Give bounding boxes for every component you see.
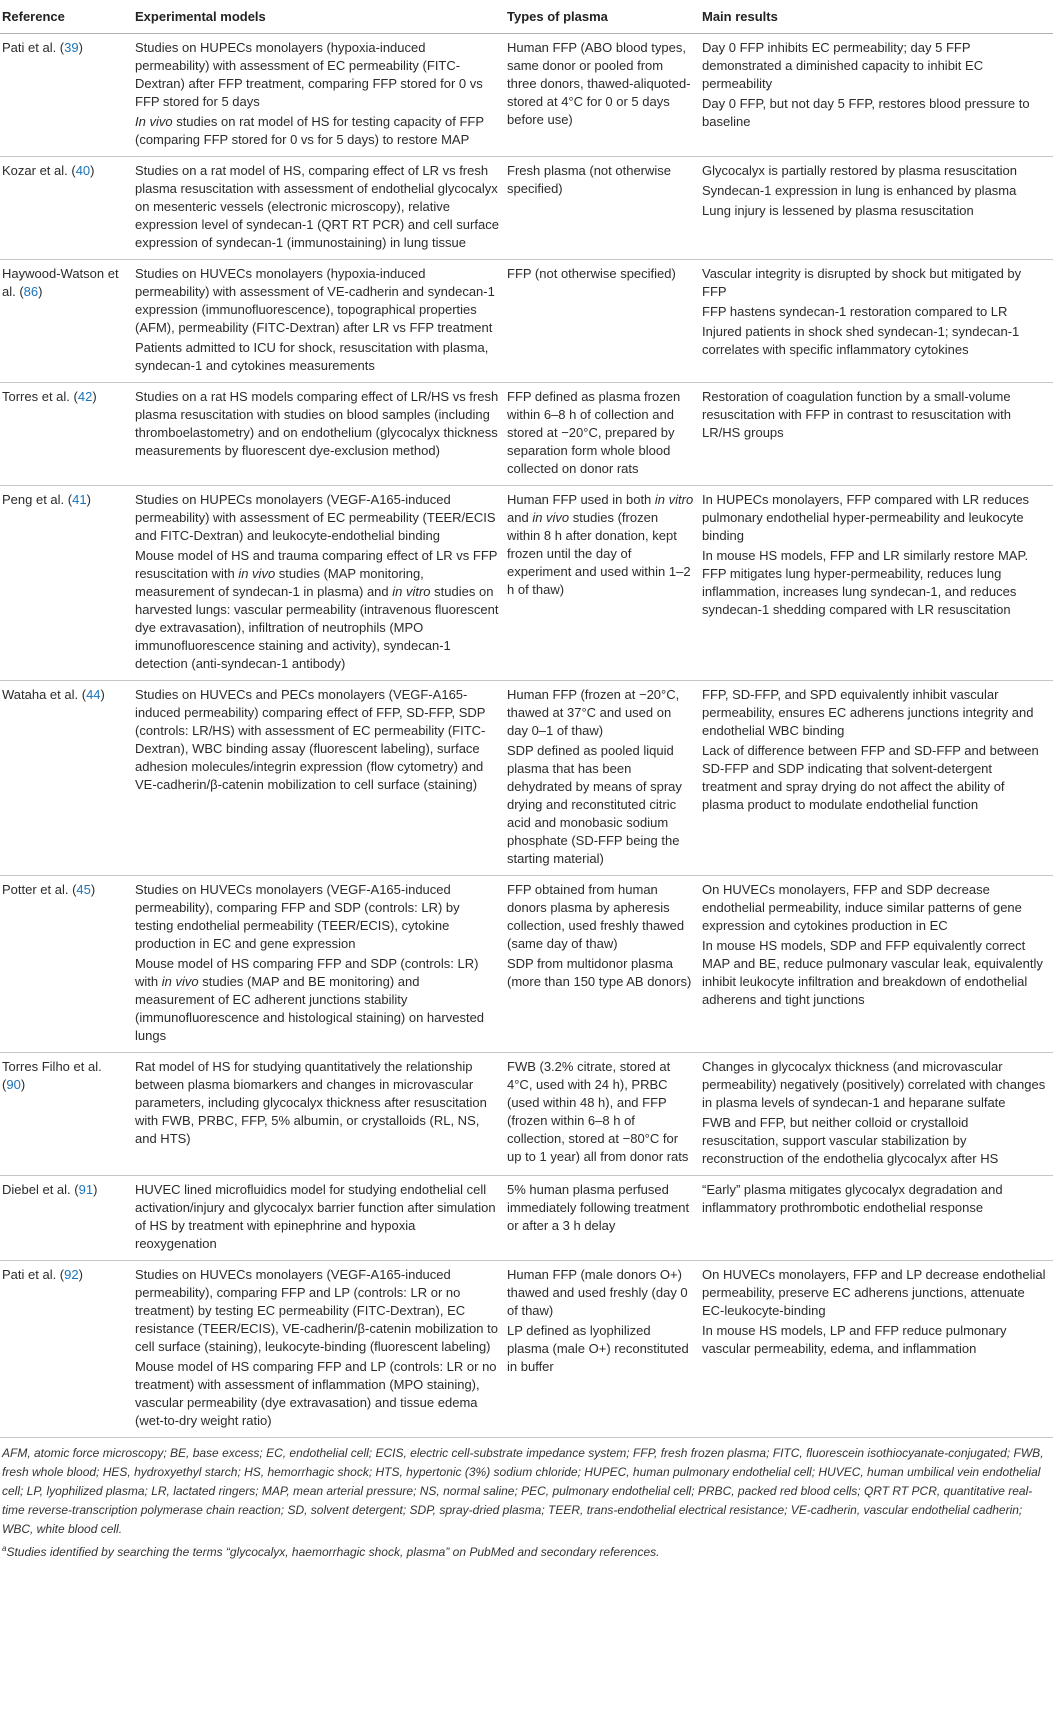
plasma-paragraph: Fresh plasma (not otherwise specified) xyxy=(507,163,672,196)
model-paragraph: Patients admitted to ICU for shock, resuscitation with plasma, syndecan-1 and cytokines measurements xyxy=(135,340,489,373)
model-paragraph: Studies on HUVECs monolayers (VEGF-A165-induced permeability), comparing FFP and SDP (controls: LR) by testing endothelial permeability (TEER/ECIS), cytokine production in EC and gene expression xyxy=(135,882,460,951)
plasma-types-cell xyxy=(505,1176,700,1261)
reference-close-paren: ) xyxy=(90,163,95,178)
header-types-of-plasma: Types of plasma xyxy=(505,0,700,34)
table-row xyxy=(0,876,1053,1053)
plasma-types-cell xyxy=(505,1261,700,1438)
citation-link[interactable]: 41 xyxy=(72,492,87,507)
table-row xyxy=(0,383,1053,486)
reference-cell xyxy=(0,383,133,486)
result-paragraph: In HUPECs monolayers, FFP compared with LR reduces pulmonary endothelial hyper-permeability and leukocyte binding xyxy=(702,492,1030,543)
reference-close-paren: ) xyxy=(92,389,97,404)
experimental-models-cell xyxy=(133,876,505,1053)
plasma-types-cell xyxy=(505,157,700,260)
reference-cell xyxy=(0,486,133,681)
reference-cell xyxy=(0,1176,133,1261)
reference-authors: Wataha et al. ( xyxy=(2,687,87,702)
reference-authors: Pati et al. ( xyxy=(2,1267,65,1282)
reference-close-paren: ) xyxy=(78,1267,83,1282)
reference-close-paren: ) xyxy=(38,284,43,299)
table-body xyxy=(0,34,1053,1438)
reference-authors: Kozar et al. ( xyxy=(2,163,76,178)
footnote-note-text: Studies identified by searching the terms “glycocalyx, haemorrhagic shock, plasma” on PubMed and secondary references. xyxy=(6,1545,660,1559)
citation-link[interactable]: 42 xyxy=(77,389,93,404)
plasma-paragraph: LP defined as lyophilized plasma (male O+) reconstituted in buffer xyxy=(507,1323,689,1374)
table-header-row xyxy=(0,0,1053,34)
table-row xyxy=(0,1176,1053,1261)
plasma-paragraph: SDP defined as pooled liquid plasma that has been dehydrated by means of spray drying and reconstituted citric acid and monobasic sodium phosphate (SD-FFP being the starting material) xyxy=(507,743,682,866)
experimental-models-cell xyxy=(133,260,505,383)
main-results-cell xyxy=(700,260,1053,383)
plasma-paragraph: 5% human plasma perfused immediately following treatment or after a 3 h delay xyxy=(507,1182,690,1233)
reference-authors: Peng et al. ( xyxy=(2,492,73,507)
reference-authors: Potter et al. ( xyxy=(2,882,77,897)
experimental-models-cell xyxy=(133,1261,505,1438)
experimental-models-cell xyxy=(133,486,505,681)
reference-cell xyxy=(0,260,133,383)
header-experimental-models: Experimental models xyxy=(133,0,505,34)
citation-link[interactable]: 90 xyxy=(6,1077,21,1092)
result-paragraph: Vascular integrity is disrupted by shock but mitigated by FFP xyxy=(702,266,1022,299)
result-paragraph: On HUVECs monolayers, FFP and LP decrease endothelial permeability, preserve EC adherens junctions, attenuate EC-leukocyte-binding xyxy=(702,1267,1046,1318)
plasma-types-cell xyxy=(505,34,700,157)
plasma-paragraph: SDP from multidonor plasma (more than 150 type AB donors) xyxy=(507,956,692,989)
reference-close-paren: ) xyxy=(20,1077,26,1092)
result-paragraph: Injured patients in shock shed syndecan-1; syndecan-1 correlates with specific inflammatory cytokines xyxy=(702,324,1020,357)
result-paragraph: In mouse HS models, FFP and LR similarly restore MAP. FFP mitigates lung hyper-permeability, reduces lung inflammation, increases lung syndecan-1, and reduces syndecan-1 shedding compared with LR resuscitation xyxy=(702,548,1029,617)
reference-authors: Pati et al. ( xyxy=(2,40,65,55)
result-paragraph: In mouse HS models, LP and FFP reduce pulmonary vascular permeability, edema, and inflammation xyxy=(702,1323,1007,1356)
table-row xyxy=(0,157,1053,260)
reference-cell xyxy=(0,34,133,157)
reference-close-paren: ) xyxy=(86,492,91,507)
table-row xyxy=(0,34,1053,157)
result-paragraph: Day 0 FFP, but not day 5 FFP, restores blood pressure to baseline xyxy=(702,96,1030,129)
result-paragraph: In mouse HS models, SDP and FFP equivalently correct MAP and BE, reduce pulmonary vascular leak, equivalently inhibit leukocyte infiltration and breakdown of endothelial adherens and tight junctions xyxy=(702,938,1043,1007)
main-results-cell xyxy=(700,1261,1053,1438)
reference-cell xyxy=(0,1053,133,1176)
plasma-types-cell xyxy=(505,383,700,486)
plasma-types-cell xyxy=(505,681,700,876)
reference-authors: Torres et al. ( xyxy=(2,389,78,404)
table-row xyxy=(0,681,1053,876)
result-paragraph: Glycocalyx is partially restored by plasma resuscitation xyxy=(702,163,1018,178)
main-results-cell xyxy=(700,876,1053,1053)
main-results-cell xyxy=(700,383,1053,486)
result-paragraph: “Early” plasma mitigates glycocalyx degradation and inflammatory prothrombotic endothelial response xyxy=(702,1182,1003,1215)
model-paragraph: Mouse model of HS comparing FFP and SDP (controls: LR) with in vivo studies (MAP and BE monitoring) and measurement of EC adherent junctions stability (immunofluorescence and histological staining) on harvested lungs xyxy=(135,956,485,1043)
model-paragraph: Studies on HUVECs monolayers (hypoxia-induced permeability) with assessment of VE-cadherin and syndecan-1 expression (immunofluorescence), topographical properties (AFM), permeability (FITC-Dextran) after LR vs FFP treatment xyxy=(135,266,495,335)
plasma-types-cell xyxy=(505,486,700,681)
model-paragraph: Mouse model of HS and trauma comparing effect of LR vs FFP resuscitation with in vivo studies (MAP monitoring, measurement of syndecan-1 in plasma) and in vitro studies on harvested lungs: vascular permeability (intravenous fluorescent dye extravasation), infiltration of neutrophils (MPO immunofluorescence staining and activity), syndecan-1 detection (anti-syndecan-1 antibody) xyxy=(135,548,499,671)
experimental-models-cell xyxy=(133,383,505,486)
experimental-models-cell xyxy=(133,681,505,876)
reference-authors: Torres Filho et al. ( xyxy=(2,1059,102,1092)
table-footnotes xyxy=(0,1438,1049,1562)
model-paragraph: Studies on HUPECs monolayers (VEGF-A165-induced permeability) with assessment of EC permeability (TEER/ECIS and FITC-Dextran) and leukocyte-endothelial binding xyxy=(135,492,496,543)
citation-link[interactable]: 86 xyxy=(23,284,39,299)
footnote-note xyxy=(2,1539,1047,1562)
result-paragraph: On HUVECs monolayers, FFP and SDP decrease endothelial permeability, induce similar patterns of gene expression and cytokines production in EC xyxy=(702,882,1022,933)
footnote-mark: a xyxy=(2,1544,7,1553)
citation-link[interactable]: 92 xyxy=(64,1267,79,1282)
main-results-cell xyxy=(700,157,1053,260)
citation-link[interactable]: 91 xyxy=(78,1182,94,1197)
main-results-cell xyxy=(700,34,1053,157)
reference-authors: Diebel et al. ( xyxy=(2,1182,79,1197)
experimental-models-cell xyxy=(133,157,505,260)
plasma-types-cell xyxy=(505,260,700,383)
experimental-models-cell xyxy=(133,1176,505,1261)
main-results-cell xyxy=(700,681,1053,876)
footnote-abbreviations: AFM, atomic force microscopy; BE, base excess; EC, endothelial cell; ECIS, electric cell-substrate impedance system; FFP, fresh frozen plasma; FITC, fluorescein isothiocyanate-conjugated; FWB, fresh whole blood; HES, hydroxyethyl starch; HS, hemorrhagic shock; HTS, hypertonic (3%) sodium chloride; HUPEC, human pulmonary endothelial cell; HUVEC, human umbilical vein endothelial cell; LP, lyophilized plasma; LR, lactated ringers; MAP, mean arterial pressure; NS, normal saline; PEC, pulmonary endothelial cell; PRBC, packed red blood cells; QRT RT PCR, quantitative real-time reverse-transcription polymerase chain reaction; SD, solvent detergent; SDP, spray-dried plasma; TEER, trans-endothelial electrical resistance; VE-cadherin, vascular endothelial cadherin; WBC, white blood cell. xyxy=(2,1446,1044,1536)
plasma-paragraph: FWB (3.2% citrate, stored at 4°C, used with 24 h), PRBC (used within 48 h), and FFP (frozen within 6–8 h of collection, stored at −80°C for up to 1 year) all from donor rats xyxy=(507,1059,689,1164)
result-paragraph: Day 0 FFP inhibits EC permeability; day 5 FFP demonstrated a diminished capacity to inhibit EC permeability xyxy=(702,40,984,91)
plasma-paragraph: Human FFP (ABO blood types, same donor or pooled from three donors, thawed-aliquoted-stored at 4°C for 0 or 5 days before use) xyxy=(507,40,691,127)
plasma-paragraph: Human FFP (male donors O+) thawed and used freshly (day 0 of thaw) xyxy=(507,1267,688,1318)
plasma-paragraph: FFP defined as plasma frozen within 6–8 h of collection and stored at −20°C, prepared by separation form whole blood collected on donor rats xyxy=(507,389,681,476)
table-row xyxy=(0,486,1053,681)
table-row xyxy=(0,1053,1053,1176)
model-paragraph: Studies on HUPECs monolayers (hypoxia-induced permeability) with assessment of EC permeability (FITC-Dextran) after FFP treatment, comparing FFP stored for 0 vs FFP stored for 5 days xyxy=(135,40,483,109)
result-paragraph: Syndecan-1 expression in lung is enhanced by plasma xyxy=(702,183,1017,198)
model-paragraph: Studies on a rat HS models comparing effect of LR/HS vs fresh plasma resuscitation with studies on blood samples (including thromboelastometry) and on endothelium (glycocalyx thickness measurements by fluorescent dye-exclusion method) xyxy=(135,389,499,458)
model-paragraph: Studies on a rat model of HS, comparing effect of LR vs fresh plasma resuscitation with assessment of endothelial glycocalyx on mesenteric vessels (electronic microscopy), relative expression level of syndecan-1 (QRT RT PCR) and cell surface expression of syndecan-1 (immunostaining) in lung tissue xyxy=(135,163,499,250)
main-results-cell xyxy=(700,1176,1053,1261)
reference-authors: Haywood-Watson et al. ( xyxy=(2,266,119,299)
main-results-cell xyxy=(700,486,1053,681)
model-paragraph: Studies on HUVECs and PECs monolayers (VEGF-A165-induced permeability) comparing effect of FFP, SD-FFP, SDP (controls: LR/HS) with assessment of EC permeability (FITC-Dextran), WBC binding assay (fluorescent labeling), surface adhesion molecules/integrin expression (flow cytometry) and VE-cadherin/β-catenin mobilization to cell surface (staining) xyxy=(135,687,486,792)
reference-cell xyxy=(0,1261,133,1438)
experimental-models-cell xyxy=(133,34,505,157)
model-paragraph: Mouse model of HS comparing FFP and LP (controls: LR or no treatment) with assessment of inflammation (MPO staining), vascular permeability (dye extravasation) and tissue edema (wet-to-dry weight ratio) xyxy=(135,1359,497,1428)
reference-close-paren: ) xyxy=(90,882,96,897)
reference-close-paren: ) xyxy=(100,687,105,702)
reference-cell xyxy=(0,876,133,1053)
reference-close-paren: ) xyxy=(78,40,83,55)
header-main-results: Main results xyxy=(700,0,1053,34)
reference-cell xyxy=(0,681,133,876)
result-paragraph: Changes in glycocalyx thickness (and microvascular permeability) negatively (positively) correlated with changes in plasma levels of syndecan-1 and heparane sulfate xyxy=(702,1059,1046,1110)
header-reference: Reference xyxy=(0,0,133,34)
citation-link[interactable]: 44 xyxy=(86,687,101,702)
model-paragraph: Studies on HUVECs monolayers (VEGF-A165-induced permeability), comparing FFP and LP (controls: LR or no treatment) by testing EC permeability (FITC-Dextran), EC resistance (TEER/ECIS), VE-cadherin/β-catenin mobilization to cell surface (staining), leukocyte-binding (fluorescent labeling) xyxy=(135,1267,498,1354)
plasma-paragraph: Human FFP used in both in vitro and in vivo studies (frozen within 8 h after donation, kept frozen until the day of experiment and used within 1–2 h of thaw) xyxy=(507,492,694,597)
table-row xyxy=(0,1261,1053,1438)
citation-link[interactable]: 39 xyxy=(64,40,79,55)
reference-cell xyxy=(0,157,133,260)
reference-close-paren: ) xyxy=(93,1182,98,1197)
result-paragraph: Lung injury is lessened by plasma resuscitation xyxy=(702,203,974,218)
result-paragraph: FWB and FFP, but neither colloid or crystalloid resuscitation, support vascular stabilization by reconstruction of the endothelia glycocalyx after HS xyxy=(702,1115,999,1166)
citation-link[interactable]: 40 xyxy=(75,163,91,178)
result-paragraph: FFP hastens syndecan-1 restoration compared to LR xyxy=(702,304,1008,319)
main-results-cell xyxy=(700,1053,1053,1176)
plasma-paragraph: FFP (not otherwise specified) xyxy=(507,266,676,281)
model-paragraph: Rat model of HS for studying quantitatively the relationship between plasma biomarkers and changes in microvascular parameters, including glycocalyx thickness after resuscitation with FWB, PRBC, FFP, 5% albumin, or crystalloids (RL, NS, and HTS) xyxy=(135,1059,487,1146)
model-paragraph: In vivo studies on rat model of HS for testing capacity of FFP (comparing FFP stored for 0 vs for 5 days) to restore MAP xyxy=(135,114,484,147)
experimental-models-cell xyxy=(133,1053,505,1176)
model-paragraph: HUVEC lined microfluidics model for studying endothelial cell activation/injury and glycocalyx barrier function after simulation of HS by treatment with epinephrine and hypoxia reoxygenation xyxy=(135,1182,496,1251)
plasma-types-cell xyxy=(505,1053,700,1176)
citation-link[interactable]: 45 xyxy=(76,882,91,897)
plasma-paragraph: Human FFP (frozen at −20°C, thawed at 37°C and used on day 0–1 of thaw) xyxy=(507,687,680,738)
result-paragraph: Lack of difference between FFP and SD-FFP and between SD-FFP and SDP indicating that solvent-detergent treatment and spray drying do not affect the ability of plasma product to modulate endothelial function xyxy=(702,743,1039,812)
result-paragraph: Restoration of coagulation function by a small-volume resuscitation with FFP in contrast to resuscitation with LR/HS groups xyxy=(702,389,1011,440)
plasma-paragraph: FFP obtained from human donors plasma by apheresis collection, used freshly thawed (same day of thaw) xyxy=(507,882,685,951)
result-paragraph: FFP, SD-FFP, and SPD equivalently inhibit vascular permeability, ensures EC adherens junctions integrity and endothelial WBC binding xyxy=(702,687,1034,738)
plasma-types-cell xyxy=(505,876,700,1053)
table-row xyxy=(0,260,1053,383)
